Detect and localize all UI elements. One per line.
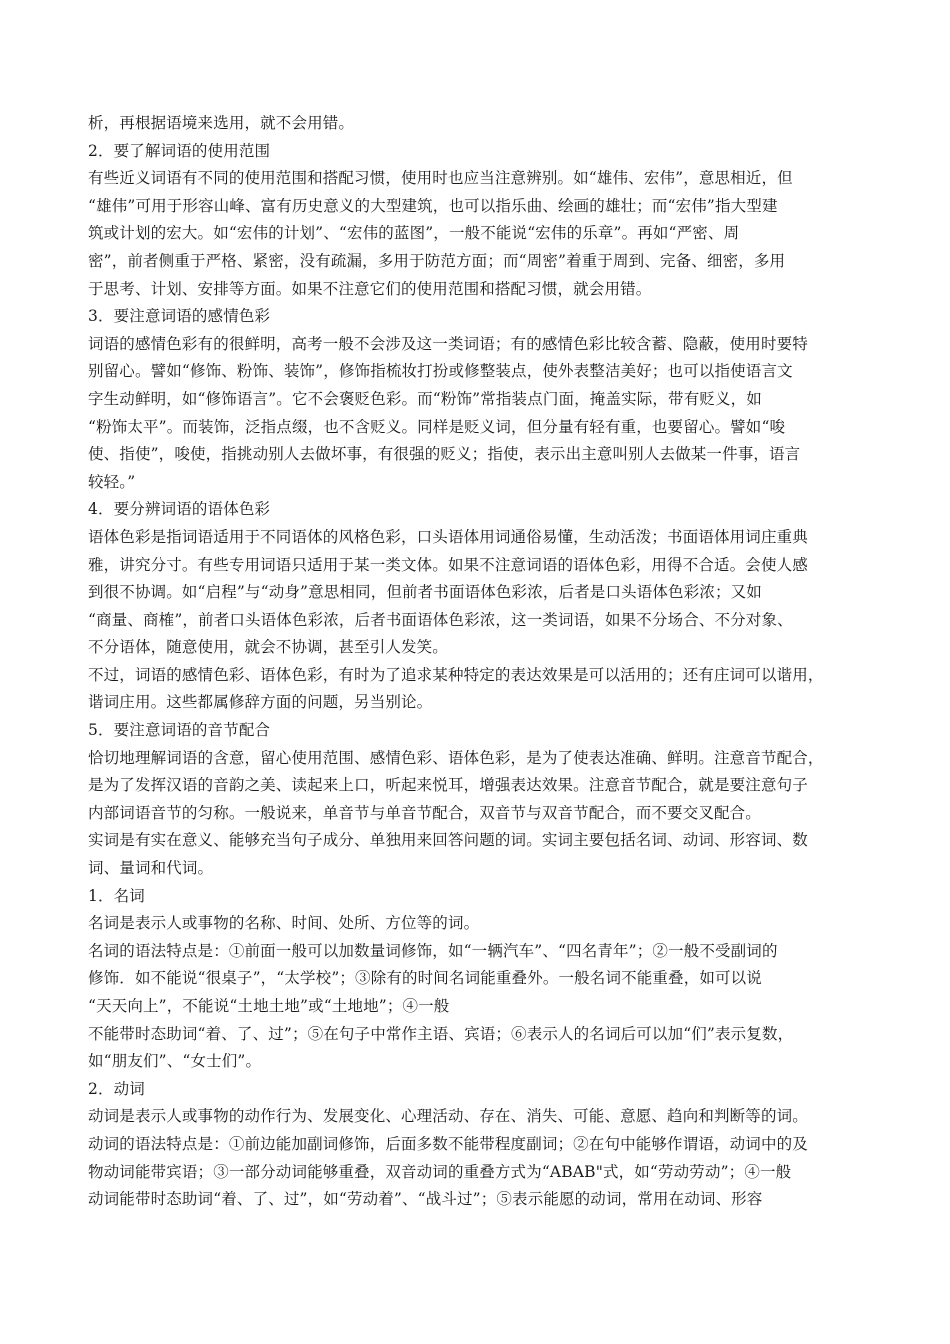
text-line: 名词的语法特点是：①前面一般可以加数量词修饰，如“一辆汽车”、“四名青年”；②一般不受副词的 bbox=[88, 941, 778, 960]
text-line: 修饰．如不能说“很桌子”，“太学校”；③除有的时间名词能重叠外。一般名词不能重叠，如可以说 bbox=[88, 969, 762, 988]
text-line: 动词的语法特点是：①前边能加副词修饰，后面多数不能带程度副词；②在句中能够作谓语，动词中的及 bbox=[88, 1134, 808, 1153]
text-line: 动词能带时态助词“着、了、过”，如“劳动着”、“战斗过”；⑤表示能愿的动词，常用在动词、形容 bbox=[88, 1190, 763, 1209]
section-heading: 5．要注意词语的音节配合 bbox=[88, 721, 271, 740]
text-line: 是为了发挥汉语的音韵之美、读起来上口，听起来悦耳，增强表达效果。注意音节配合，就是要注意句子 bbox=[88, 776, 808, 795]
text-line: 有些近义词语有不同的使用范围和搭配习惯，使用时也应当注意辨别。如“雄伟、宏伟”，意思相近，但 bbox=[88, 169, 793, 188]
text-line: 内部词语音节的匀称。一般说来，单音节与单音节配合，双音节与双音节配合，而不要交叉配合。 bbox=[88, 803, 761, 822]
text-line: 名词是表示人或事物的名称、时间、处所、方位等的词。 bbox=[88, 914, 480, 933]
text-line: 于思考、计划、安排等方面。如果不注意它们的使用范围和搭配习惯，就会用错。 bbox=[88, 279, 652, 298]
text-line: “雄伟”可用于形容山峰、富有历史意义的大型建筑，也可以指乐曲、绘画的雄壮；而“宏伟”指大型建 bbox=[88, 196, 778, 215]
document-body bbox=[88, 110, 878, 1214]
section-heading: 2．动词 bbox=[88, 1079, 145, 1098]
text-line: 析，再根据语境来选用，就不会用错。 bbox=[88, 114, 355, 132]
text-line: 谐词庄用。这些都属修辞方面的问题，另当别论。 bbox=[88, 693, 433, 712]
text-line: 较轻。” bbox=[88, 472, 136, 491]
text-line: 词、量词和代词。 bbox=[88, 859, 214, 878]
section-heading: 3．要注意词语的感情色彩 bbox=[88, 307, 271, 326]
text-line: 别留心。譬如“修饰、粉饰、装饰”，修饰指梳妆打扮或修整装点，使外表整洁美好；也可以指使语言文 bbox=[88, 362, 793, 381]
text-line: 不分语体，随意使用，就会不协调，甚至引人发笑。 bbox=[88, 638, 448, 657]
text-line: 词语的感情色彩有的很鲜明，高考一般不会涉及这一类词语；有的感情色彩比较含蓄、隐蔽，使用时要特 bbox=[88, 334, 808, 353]
text-line: 字生动鲜明，如“修饰语言”。它不会褒贬色彩。而“粉饰”常指装点门面，掩盖实际，带有贬义，如 bbox=[88, 389, 762, 408]
text-line: “天天向上”，不能说“土地土地”或“土地地”；④一般 bbox=[88, 997, 450, 1015]
text-line: 筑或计划的宏大。如“宏伟的计划”、“宏伟的蓝图”，一般不能说“宏伟的乐章”。再如“严密、周 bbox=[88, 224, 740, 243]
section-heading: 4．要分辨词语的语体色彩 bbox=[88, 500, 271, 519]
text-line: 不能带时态助词“着、了、过”；⑤在句子中常作主语、宾语；⑥表示人的名词后可以加“们”表示复数， bbox=[88, 1024, 794, 1043]
text-line: 语体色彩是指词语适用于不同语体的风格色彩，口头语体用词通俗易懂，生动活泼；书面语体用词庄重典 bbox=[88, 527, 808, 546]
text-line: 到很不协调。如“启程”与“动身”意思相同，但前者书面语体色彩浓，后者是口头语体色彩浓；又如 bbox=[88, 583, 762, 602]
text-line: 使、指使”，唆使，指挑动别人去做坏事，有很强的贬义；指使，表示出主意叫别人去做某一件事，语言 bbox=[88, 445, 801, 464]
text-line: “商量、商榷”，前者口头语体色彩浓，后者书面语体色彩浓，这一类词语，如果不分场合、不分对象、 bbox=[88, 610, 793, 629]
text-line: 恰切地理解词语的含意，留心使用范围、感情色彩、语体色彩，是为了使表达准确、鲜明。注意音节配合， bbox=[88, 748, 824, 767]
section-heading: 2．要了解词语的使用范围 bbox=[88, 141, 271, 160]
text-line: 如“朋友们”、“女士们”。 bbox=[88, 1052, 262, 1071]
text-line: 不过，词语的感情色彩、语体色彩，有时为了追求某种特定的表达效果是可以活用的；还有庄词可以谐用， bbox=[88, 665, 824, 684]
text-line: 密”，前者侧重于严格、紧密，没有疏漏，多用于防范方面；而“周密”着重于周到、完备、细密，多用 bbox=[88, 251, 786, 270]
text-line: 实词是有实在意义、能够充当句子成分、单独用来回答问题的词。实词主要包括名词、动词、形容词、数 bbox=[88, 831, 808, 850]
text-line: 动词是表示人或事物的动作行为、发展变化、心理活动、存在、消失、可能、意愿、趋向和判断等的词。 bbox=[88, 1107, 808, 1126]
section-heading: 1．名词 bbox=[88, 886, 145, 905]
text-line: “粉饰太平”。而装饰，泛指点缀，也不含贬义。同样是贬义词，但分量有轻有重，也要留心。譬如“唆 bbox=[88, 417, 786, 436]
text-line: 雅，讲究分寸。有些专用词语只适用于某一类文体。如果不注意词语的语体色彩，用得不合适。会使人感 bbox=[88, 555, 808, 574]
text-line: 物动词能带宾语；③一部分动词能够重叠，双音动词的重叠方式为“ABAB"式，如“劳动劳动”；④一般 bbox=[88, 1162, 792, 1181]
